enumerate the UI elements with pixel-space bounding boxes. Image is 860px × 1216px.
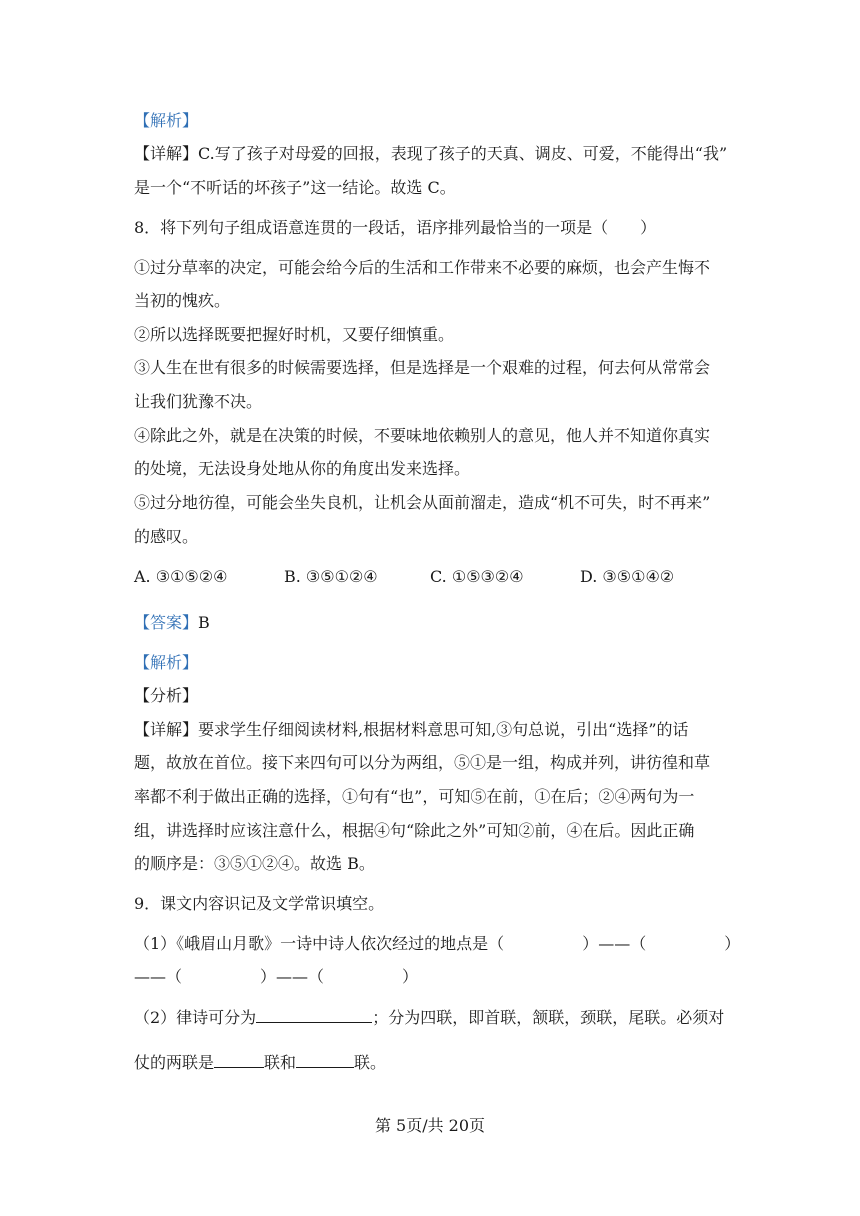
analysis-label: 【解析】 [134, 111, 199, 130]
fill-blank[interactable] [296, 1051, 354, 1068]
answer-options [134, 566, 734, 588]
sentence-4-cont: 的处境，无法设身处地从你的角度出发来选择。 [134, 459, 471, 478]
option-d: D. ③⑤①④② [580, 567, 675, 586]
sentence-5: ⑤过分地彷徨，可能会坐失良机，让机会从面前溜走，造成“机不可失，时不再来” [134, 493, 711, 512]
detail-text: 【详解】要求学生仔细阅读材料,根据材料意思可知,③句总说，引出“选择”的话 [134, 720, 689, 739]
sentence-2: ②所以选择既要把握好时机，又要仔细慎重。 [134, 325, 455, 344]
sentence-1: ①过分草率的决定，可能会给今后的生活和工作带来不必要的麻烦，也会产生悔不 [134, 258, 711, 277]
fill-blank[interactable] [256, 1006, 372, 1023]
sentence-3: ③人生在世有很多的时候需要选择，但是选择是一个艰难的过程，何去何从常常会 [134, 358, 711, 377]
option-b: B. ③⑤①②④ [284, 567, 378, 586]
analysis-heading: 【分析】 [134, 686, 199, 705]
detail-text: 的顺序是：③⑤①②④。故选 B。 [134, 854, 375, 873]
answer-line [134, 612, 210, 634]
answer-label: 【答案】 [134, 613, 199, 632]
question-8-stem: 8．将下列句子组成语意连贯的一段话，语序排列最恰当的一项是（ ） [134, 218, 657, 237]
question-9-part-1: （1）《峨眉山月歌》一诗中诗人依次经过的地点是（ ）——（ ） [134, 934, 741, 953]
analysis-label: 【解析】 [134, 653, 199, 672]
sentence-1-cont: 当初的愧疚。 [134, 291, 231, 310]
sentence-4: ④除此之外，就是在决策的时候，不要味地依赖别人的意见，他人并不知道你真实 [134, 426, 711, 445]
question-9-part-2: （2）律诗可分为 ；分为四联，即首联，颔联，颈联，尾联。必须对 [134, 1008, 725, 1027]
question-9-stem: 9．课文内容识记及文学常识填空。 [134, 894, 385, 913]
fill-blank[interactable] [214, 1051, 264, 1068]
question-9-part-1-cont: ——（ ）——（ ） [134, 967, 419, 986]
answer-value: B [198, 613, 210, 632]
option-a: A. ③①⑤②④ [134, 567, 228, 586]
detail-text: 题，故放在首位。接下来四句可以分为两组，⑤①是一组，构成并列，讲彷徨和草 [134, 753, 711, 772]
page-footer: 第 5页/共 20页 [374, 1116, 486, 1135]
option-c: C. ①⑤③②④ [430, 567, 524, 586]
sentence-3-cont: 让我们犹豫不决。 [134, 392, 263, 411]
sentence-5-cont: 的感叹。 [134, 527, 199, 546]
detail-text: 【详解】C.写了孩子对母爱的回报，表现了孩子的天真、调皮、可爱，不能得出“我” [134, 144, 728, 163]
detail-text: 率都不利于做出正确的选择，①句有“也”，可知⑤在前，①在后；②④两句为一 [134, 787, 695, 806]
detail-text: 组，讲选择时应该注意什么，根据④句“除此之外”可知②前，④在后。因此正确 [134, 821, 695, 840]
question-9-part-2-cont: 仗的两联是 联和 联。 [134, 1053, 387, 1072]
detail-text: 是一个“不听话的坏孩子”这一结论。故选 C。 [134, 178, 456, 197]
